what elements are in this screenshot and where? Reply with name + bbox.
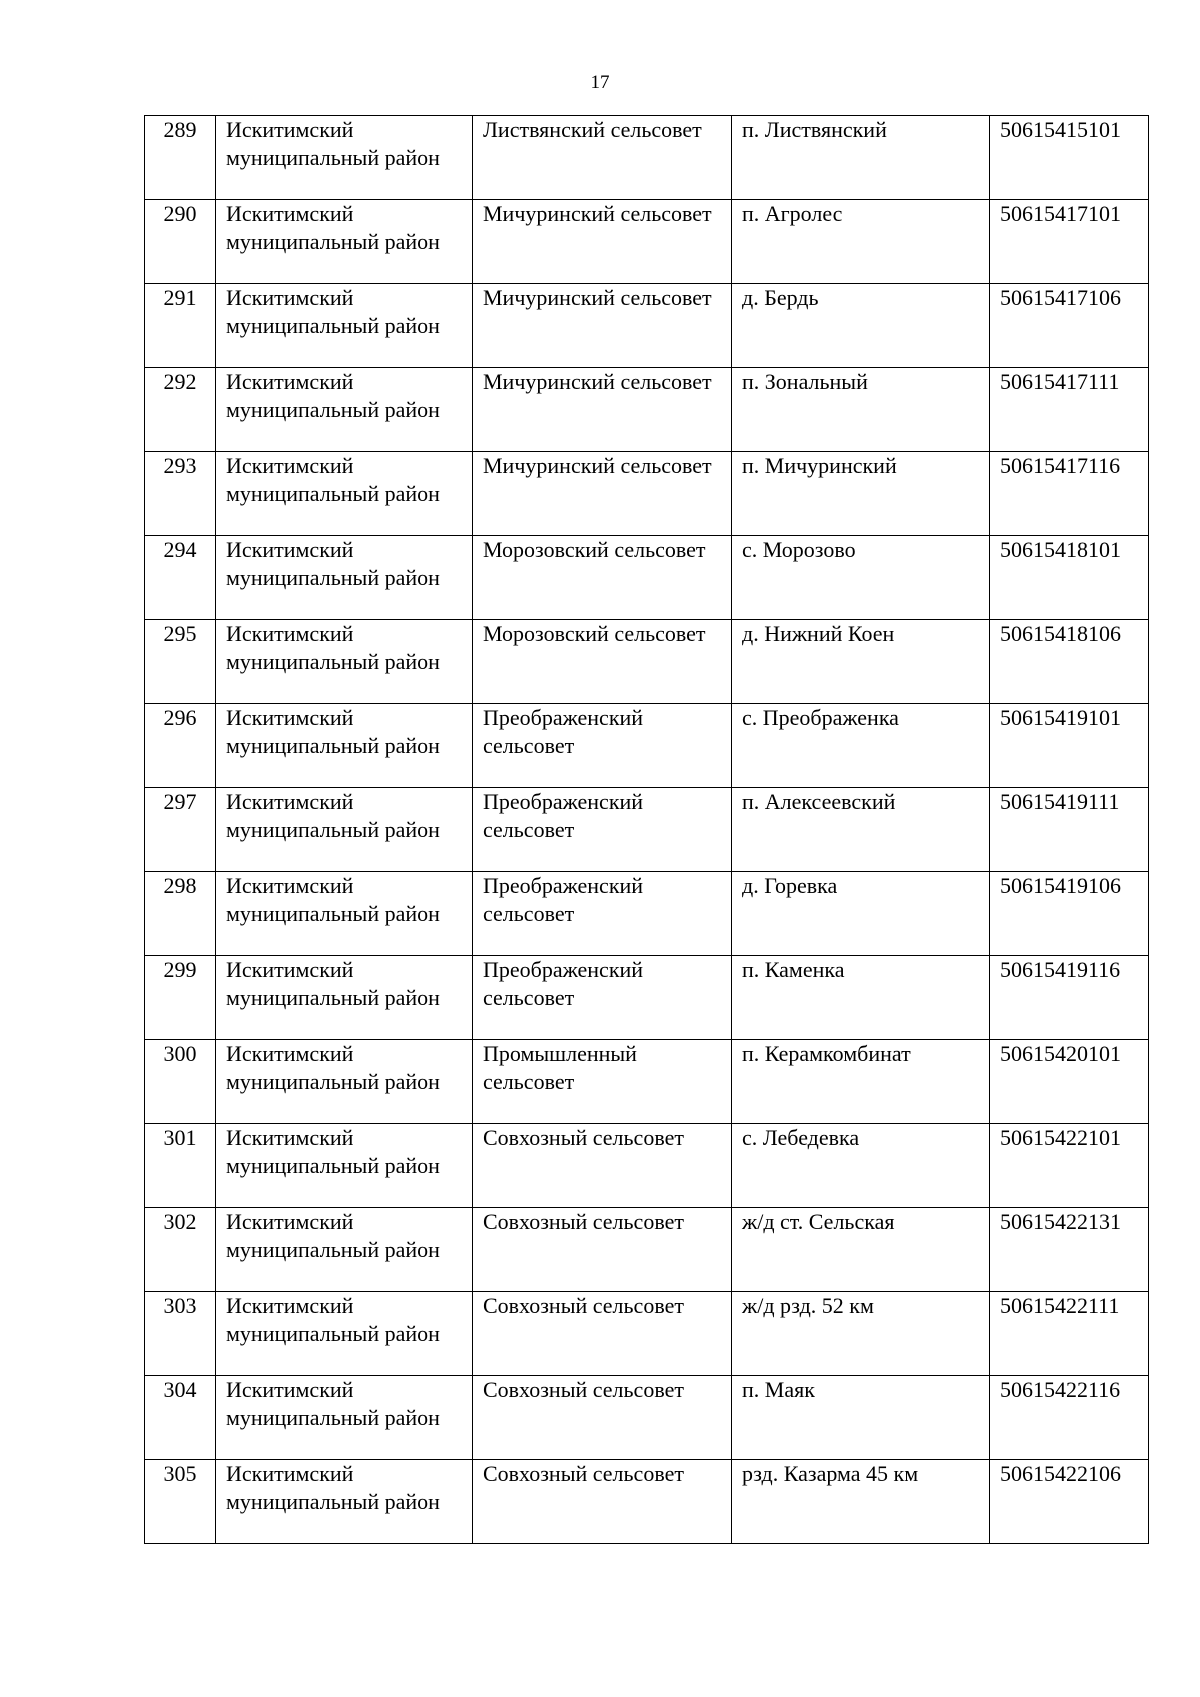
district-name: Искитимский муниципальный район: [226, 1377, 440, 1430]
row-number-cell: [145, 788, 216, 872]
oktmo-code-cell: [990, 368, 1149, 452]
settlement-name: с. Преображенка: [742, 705, 899, 730]
district-cell: [216, 284, 473, 368]
oktmo-code: 50615417101: [1000, 201, 1121, 226]
row-number: 301: [163, 1125, 197, 1150]
settlement-name: рзд. Казарма 45 км: [742, 1461, 919, 1486]
row-number-cell: [145, 956, 216, 1040]
oktmo-code: 50615422116: [1000, 1377, 1121, 1402]
oktmo-code-cell: [990, 536, 1149, 620]
district-name: Искитимский муниципальный район: [226, 873, 440, 926]
council-name: Преображенский сельсовет: [483, 789, 644, 842]
council-name: Промышленный сельсовет: [483, 1041, 637, 1094]
settlement-cell: [732, 704, 990, 788]
district-name: Искитимский муниципальный район: [226, 369, 440, 422]
council-cell: [473, 116, 732, 200]
table-row: [145, 1124, 1149, 1208]
table-row: [145, 452, 1149, 536]
district-name: Искитимский муниципальный район: [226, 789, 440, 842]
council-name: Преображенский сельсовет: [483, 705, 644, 758]
oktmo-code: 50615422101: [1000, 1125, 1121, 1150]
table-row: [145, 1292, 1149, 1376]
district-name: Искитимский муниципальный район: [226, 453, 440, 506]
settlement-name: д. Горевка: [742, 873, 838, 898]
row-number: 303: [163, 1293, 197, 1318]
oktmo-code: 50615419111: [1000, 789, 1120, 814]
settlement-name: п. Агролес: [742, 201, 843, 226]
district-name: Искитимский муниципальный район: [226, 621, 440, 674]
oktmo-code-cell: [990, 452, 1149, 536]
settlement-name: с. Морозово: [742, 537, 856, 562]
row-number: 293: [163, 453, 197, 478]
oktmo-code-cell: [990, 788, 1149, 872]
row-number: 294: [163, 537, 197, 562]
settlement-name: п. Зональный: [742, 369, 868, 394]
oktmo-code-cell: [990, 1124, 1149, 1208]
council-cell: [473, 284, 732, 368]
settlement-cell: [732, 452, 990, 536]
settlement-cell: [732, 284, 990, 368]
district-cell: [216, 788, 473, 872]
council-cell: [473, 620, 732, 704]
settlement-cell: [732, 1376, 990, 1460]
table-row: [145, 788, 1149, 872]
oktmo-code-cell: [990, 1208, 1149, 1292]
district-cell: [216, 116, 473, 200]
row-number-cell: [145, 200, 216, 284]
settlement-cell: [732, 956, 990, 1040]
row-number: 300: [163, 1041, 197, 1066]
oktmo-code: 50615419116: [1000, 957, 1121, 982]
district-cell: [216, 1040, 473, 1124]
oktmo-code-cell: [990, 1376, 1149, 1460]
oktmo-code-cell: [990, 956, 1149, 1040]
council-name: Морозовский сельсовет: [483, 537, 706, 562]
district-cell: [216, 1460, 473, 1544]
district-cell: [216, 1208, 473, 1292]
table-row: [145, 1208, 1149, 1292]
council-name: Совхозный сельсовет: [483, 1125, 684, 1150]
district-name: Искитимский муниципальный район: [226, 1293, 440, 1346]
table-row: [145, 704, 1149, 788]
oktmo-code: 50615418101: [1000, 537, 1121, 562]
settlement-name: ж/д рзд. 52 км: [742, 1293, 874, 1318]
oktmo-code-cell: [990, 1292, 1149, 1376]
settlement-register-table: [144, 115, 1149, 1544]
council-name: Мичуринский сельсовет: [483, 453, 712, 478]
row-number-cell: [145, 704, 216, 788]
council-cell: [473, 536, 732, 620]
oktmo-code-cell: [990, 872, 1149, 956]
district-cell: [216, 956, 473, 1040]
row-number: 290: [163, 201, 197, 226]
district-name: Искитимский муниципальный район: [226, 285, 440, 338]
settlement-name: ж/д ст. Сельская: [742, 1209, 895, 1234]
settlement-cell: [732, 1124, 990, 1208]
council-name: Листвянский сельсовет: [483, 117, 702, 142]
council-name: Совхозный сельсовет: [483, 1293, 684, 1318]
settlement-name: п. Каменка: [742, 957, 845, 982]
district-name: Искитимский муниципальный район: [226, 537, 440, 590]
council-name: Преображенский сельсовет: [483, 957, 644, 1010]
council-name: Мичуринский сельсовет: [483, 201, 712, 226]
settlement-cell: [732, 1292, 990, 1376]
oktmo-code: 50615417116: [1000, 453, 1121, 478]
district-cell: [216, 452, 473, 536]
settlement-name: п. Маяк: [742, 1377, 815, 1402]
settlement-cell: [732, 200, 990, 284]
oktmo-code-cell: [990, 1460, 1149, 1544]
row-number-cell: [145, 536, 216, 620]
settlement-cell: [732, 116, 990, 200]
settlement-cell: [732, 1208, 990, 1292]
district-name: Искитимский муниципальный район: [226, 201, 440, 254]
district-name: Искитимский муниципальный район: [226, 117, 440, 170]
row-number-cell: [145, 620, 216, 704]
oktmo-code: 50615418106: [1000, 621, 1121, 646]
council-name: Морозовский сельсовет: [483, 621, 706, 646]
oktmo-code: 50615417106: [1000, 285, 1121, 310]
table-row: [145, 116, 1149, 200]
row-number: 291: [163, 285, 197, 310]
council-name: Мичуринский сельсовет: [483, 369, 712, 394]
row-number: 302: [163, 1209, 197, 1234]
settlement-cell: [732, 1040, 990, 1124]
district-name: Искитимский муниципальный район: [226, 957, 440, 1010]
district-cell: [216, 620, 473, 704]
row-number: 304: [163, 1377, 197, 1402]
district-name: Искитимский муниципальный район: [226, 1209, 440, 1262]
oktmo-code: 50615419106: [1000, 873, 1121, 898]
table-body: [145, 116, 1149, 1544]
settlement-cell: [732, 872, 990, 956]
council-cell: [473, 704, 732, 788]
table-row: [145, 1376, 1149, 1460]
settlement-name: д. Бердь: [742, 285, 819, 310]
council-cell: [473, 788, 732, 872]
district-cell: [216, 704, 473, 788]
oktmo-code: 50615419101: [1000, 705, 1121, 730]
row-number-cell: [145, 284, 216, 368]
table-row: [145, 872, 1149, 956]
row-number: 298: [163, 873, 197, 898]
table-row: [145, 1460, 1149, 1544]
row-number-cell: [145, 1460, 216, 1544]
council-cell: [473, 872, 732, 956]
table-row: [145, 620, 1149, 704]
council-cell: [473, 368, 732, 452]
row-number-cell: [145, 872, 216, 956]
district-cell: [216, 1376, 473, 1460]
council-cell: [473, 956, 732, 1040]
row-number: 297: [163, 789, 197, 814]
row-number: 299: [163, 957, 197, 982]
district-name: Искитимский муниципальный район: [226, 705, 440, 758]
row-number-cell: [145, 368, 216, 452]
row-number: 292: [163, 369, 197, 394]
oktmo-code-cell: [990, 116, 1149, 200]
table-row: [145, 200, 1149, 284]
oktmo-code: 50615420101: [1000, 1041, 1121, 1066]
row-number: 289: [163, 117, 197, 142]
table-row: [145, 284, 1149, 368]
row-number-cell: [145, 1208, 216, 1292]
settlement-cell: [732, 368, 990, 452]
oktmo-code-cell: [990, 1040, 1149, 1124]
settlement-name: п. Керамкомбинат: [742, 1041, 911, 1066]
council-name: Мичуринский сельсовет: [483, 285, 712, 310]
row-number-cell: [145, 1124, 216, 1208]
settlement-name: п. Алексеевский: [742, 789, 896, 814]
table-row: [145, 536, 1149, 620]
district-cell: [216, 536, 473, 620]
oktmo-code: 50615422106: [1000, 1461, 1121, 1486]
council-cell: [473, 1376, 732, 1460]
council-cell: [473, 1124, 732, 1208]
page-number: 17: [590, 72, 610, 93]
oktmo-code-cell: [990, 620, 1149, 704]
council-cell: [473, 1460, 732, 1544]
table-row: [145, 1040, 1149, 1124]
oktmo-code: 50615417111: [1000, 369, 1120, 394]
settlement-name: д. Нижний Коен: [742, 621, 895, 646]
council-cell: [473, 1040, 732, 1124]
settlement-name: п. Мичуринский: [742, 453, 897, 478]
district-cell: [216, 1292, 473, 1376]
row-number-cell: [145, 1376, 216, 1460]
settlement-cell: [732, 788, 990, 872]
oktmo-code-cell: [990, 704, 1149, 788]
oktmo-code-cell: [990, 284, 1149, 368]
row-number: 296: [163, 705, 197, 730]
oktmo-code: 50615422131: [1000, 1209, 1121, 1234]
district-name: Искитимский муниципальный район: [226, 1041, 440, 1094]
council-name: Преображенский сельсовет: [483, 873, 644, 926]
table-row: [145, 368, 1149, 452]
council-name: Совхозный сельсовет: [483, 1209, 684, 1234]
row-number-cell: [145, 1292, 216, 1376]
table-row: [145, 956, 1149, 1040]
row-number-cell: [145, 1040, 216, 1124]
district-cell: [216, 368, 473, 452]
council-cell: [473, 452, 732, 536]
district-cell: [216, 200, 473, 284]
district-name: Искитимский муниципальный район: [226, 1125, 440, 1178]
settlement-name: п. Листвянский: [742, 117, 887, 142]
council-name: Совхозный сельсовет: [483, 1461, 684, 1486]
district-cell: [216, 1124, 473, 1208]
district-name: Искитимский муниципальный район: [226, 1461, 440, 1514]
settlement-cell: [732, 1460, 990, 1544]
row-number-cell: [145, 116, 216, 200]
row-number: 295: [163, 621, 197, 646]
settlement-cell: [732, 620, 990, 704]
oktmo-code: 50615422111: [1000, 1293, 1120, 1318]
council-cell: [473, 1292, 732, 1376]
settlement-name: с. Лебедевка: [742, 1125, 860, 1150]
council-name: Совхозный сельсовет: [483, 1377, 684, 1402]
oktmo-code: 50615415101: [1000, 117, 1121, 142]
row-number: 305: [163, 1461, 197, 1486]
council-cell: [473, 200, 732, 284]
row-number-cell: [145, 452, 216, 536]
council-cell: [473, 1208, 732, 1292]
oktmo-code-cell: [990, 200, 1149, 284]
district-cell: [216, 872, 473, 956]
settlement-cell: [732, 536, 990, 620]
